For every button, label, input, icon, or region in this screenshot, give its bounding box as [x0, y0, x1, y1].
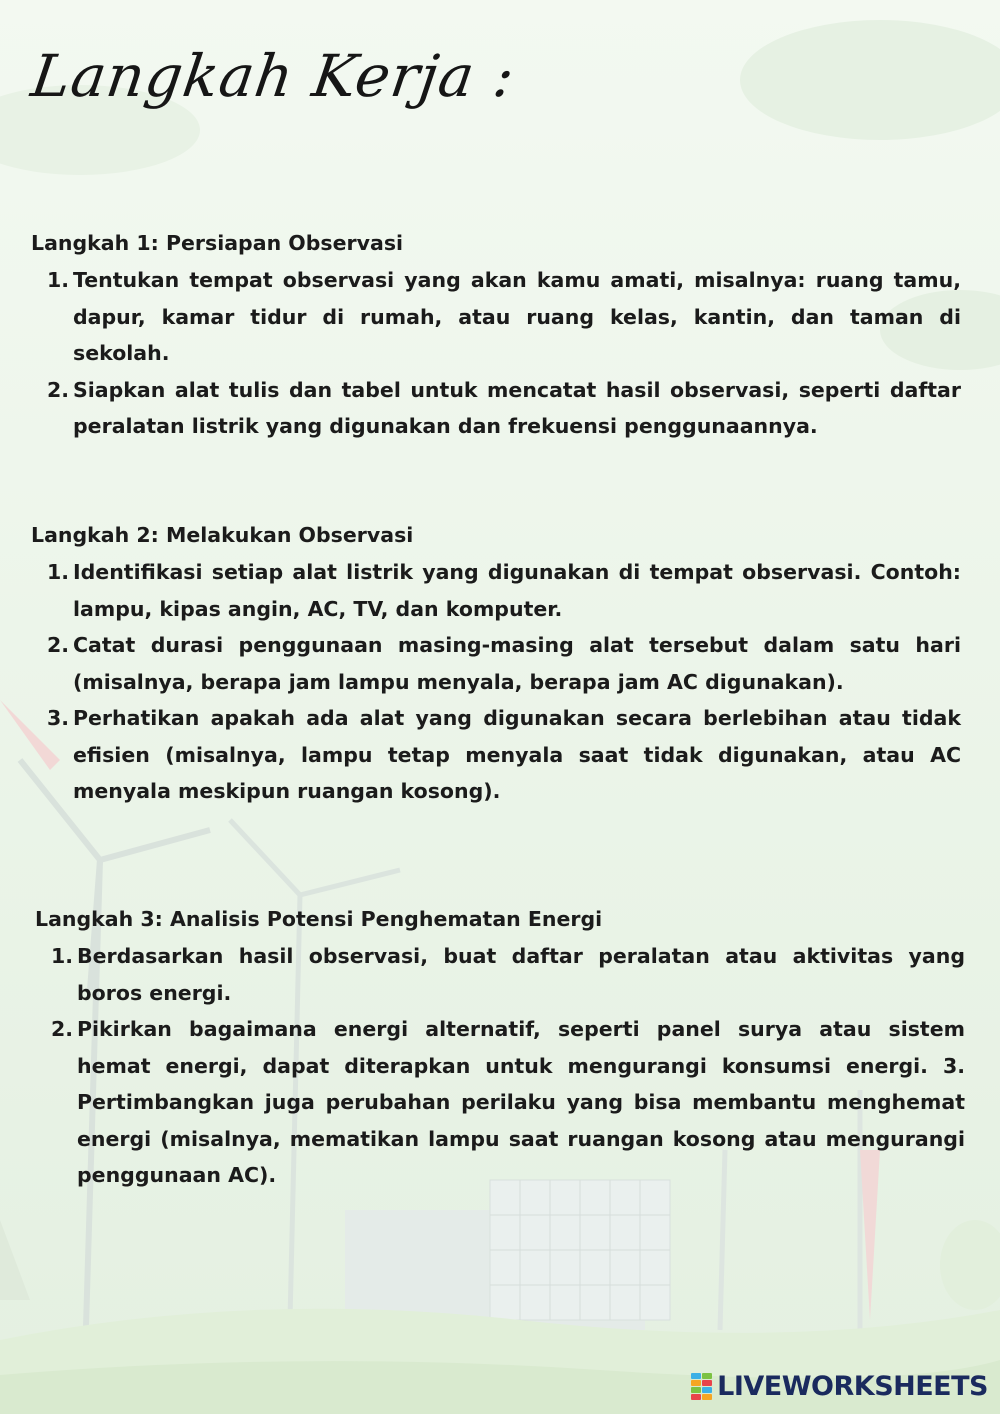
- list-item: [31, 627, 961, 700]
- list-number: 1.: [50, 944, 73, 968]
- list-number: 1.: [46, 560, 69, 584]
- list-item: [31, 700, 961, 810]
- step-section-1: [31, 226, 961, 445]
- list-item-text: Identifikasi setiap alat listrik yang digunakan di tempat observasi. Contoh: lampu, kipas angin, AC, TV, dan komputer.: [73, 560, 961, 621]
- list-item-text: Tentukan tempat observasi yang akan kamu amati, misalnya: ruang tamu, dapur, kamar tidur di rumah, atau ruang kelas, kantin, dan taman di sekolah.: [73, 268, 961, 365]
- step-section-2: [31, 518, 961, 810]
- list-item: [35, 1011, 965, 1194]
- list-item-text: Catat durasi penggunaan masing-masing alat tersebut dalam satu hari (misalnya, berapa jam lampu menyala, berapa jam AC digunakan).: [73, 633, 961, 694]
- list-item: [31, 372, 961, 445]
- section-heading: Langkah 2: Melakukan Observasi: [31, 523, 414, 547]
- section-heading: Langkah 3: Analisis Potensi Penghematan Energi: [35, 907, 603, 931]
- list-number: 1.: [46, 268, 69, 292]
- step-section-3: [35, 902, 965, 1194]
- list-number: 2.: [46, 377, 69, 402]
- list-number: 3.: [46, 706, 69, 730]
- liveworksheets-logo[interactable]: [691, 1371, 988, 1402]
- list-item-text: Siapkan alat tulis dan tabel untuk mencatat hasil observasi, seperti daftar peralatan listrik yang digunakan dan frekuensi penggunaannya.: [73, 377, 961, 438]
- list-item-text: Pikirkan bagaimana energi alternatif, seperti panel surya atau sistem hemat energi, dapat diterapkan untuk mengurangi konsumsi energi. 3. Pertimbangkan juga perubahan perilaku yang bisa membantu menghemat energi (misalnya, mematikan lampu saat ruangan kosong atau mengurangi penggunaan AC).: [77, 1017, 965, 1187]
- list-item: [31, 554, 961, 627]
- page-title: Langkah Kerja :: [27, 42, 520, 110]
- list-item-text: Perhatikan apakah ada alat yang digunakan secara berlebihan atau tidak efisien (misalnya, lampu tetap menyala saat tidak digunakan, atau AC menyala meskipun ruangan kosong).: [73, 706, 961, 803]
- steps-list: [31, 262, 961, 445]
- steps-list: [35, 938, 965, 1194]
- liveworksheets-logo-icon: [691, 1373, 713, 1401]
- section-heading: Langkah 1: Persiapan Observasi: [31, 231, 404, 255]
- list-item-text: Berdasarkan hasil observasi, buat daftar peralatan atau aktivitas yang boros energi.: [77, 944, 965, 1005]
- list-number: 2.: [46, 633, 69, 657]
- list-number: 2.: [50, 1017, 73, 1041]
- list-item: [31, 262, 961, 372]
- list-item: [35, 938, 965, 1011]
- steps-list: [31, 554, 961, 810]
- logo-text: LIVEWORKSHEETS: [717, 1371, 988, 1402]
